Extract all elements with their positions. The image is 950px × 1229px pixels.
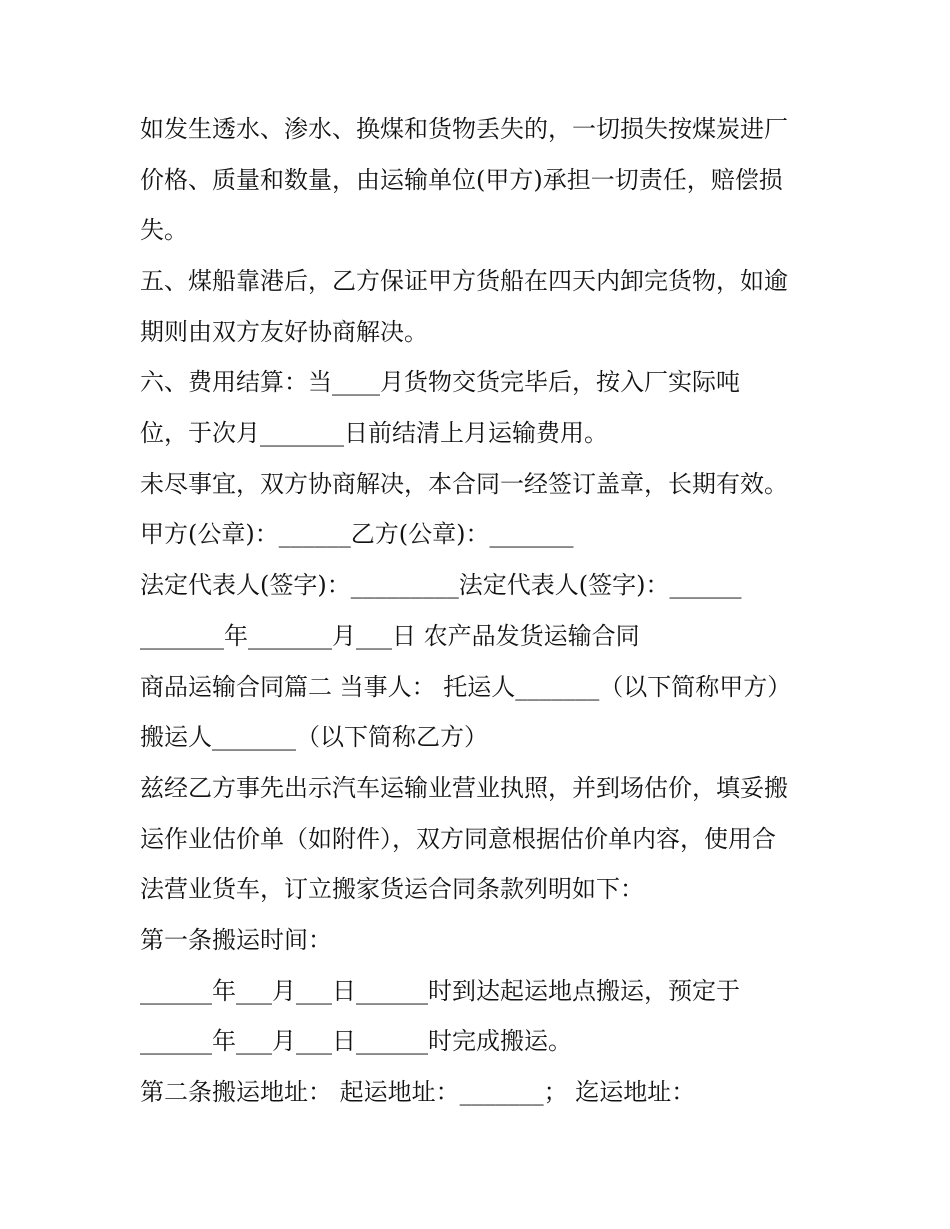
text-line: ______年___月___日______时到达起运地点搬运，预定于 [140, 977, 740, 1005]
text-line: 五、煤船靠港后，乙方保证甲方货船在四天内卸完货物，如逾 [140, 267, 788, 295]
text-line: 第一条搬运时间： [140, 926, 332, 954]
text-line: 法定代表人(签字)：_________法定代表人(签字)：______ [140, 571, 742, 599]
text-line: 六、费用结算：当____月货物交货完毕后，按入厂实际吨 [140, 368, 740, 396]
text-line: 商品运输合同篇二 当事人： 托运人_______（以下简称甲方） [140, 673, 792, 701]
text-line: 搬运人_______（以下简称乙方） [140, 723, 488, 751]
text-line: 兹经乙方事先出示汽车运输业营业执照，并到场估价，填妥搬 [140, 774, 788, 802]
text-line: 甲方(公章)：______乙方(公章)：_______ [140, 520, 574, 548]
text-line: 第二条搬运地址： 起运地址：_______； 迄运地址： [140, 1078, 696, 1106]
text-line: _______年_______月___日 农产品发货运输合同 [140, 622, 640, 650]
text-line: 失。 [140, 216, 188, 244]
text-line: 如发生透水、渗水、换煤和货物丢失的，一切损失按煤炭进厂 [140, 115, 788, 143]
text-line: 位，于次月_______日前结清上月运输费用。 [140, 419, 608, 447]
text-line: 价格、质量和数量，由运输单位(甲方)承担一切责任，赔偿损 [140, 166, 783, 194]
text-line: 法营业货车，订立搬家货运合同条款列明如下： [140, 875, 644, 903]
text-line: 未尽事宜，双方协商解决，本合同一经签订盖章，长期有效。 [140, 470, 788, 498]
text-line: 运作业估价单（如附件），双方同意根据估价单内容，使用合 [140, 825, 776, 853]
text-line: ______年___月___日______时完成搬运。 [140, 1027, 572, 1055]
text-line: 期则由双方友好协商解决。 [140, 318, 428, 346]
